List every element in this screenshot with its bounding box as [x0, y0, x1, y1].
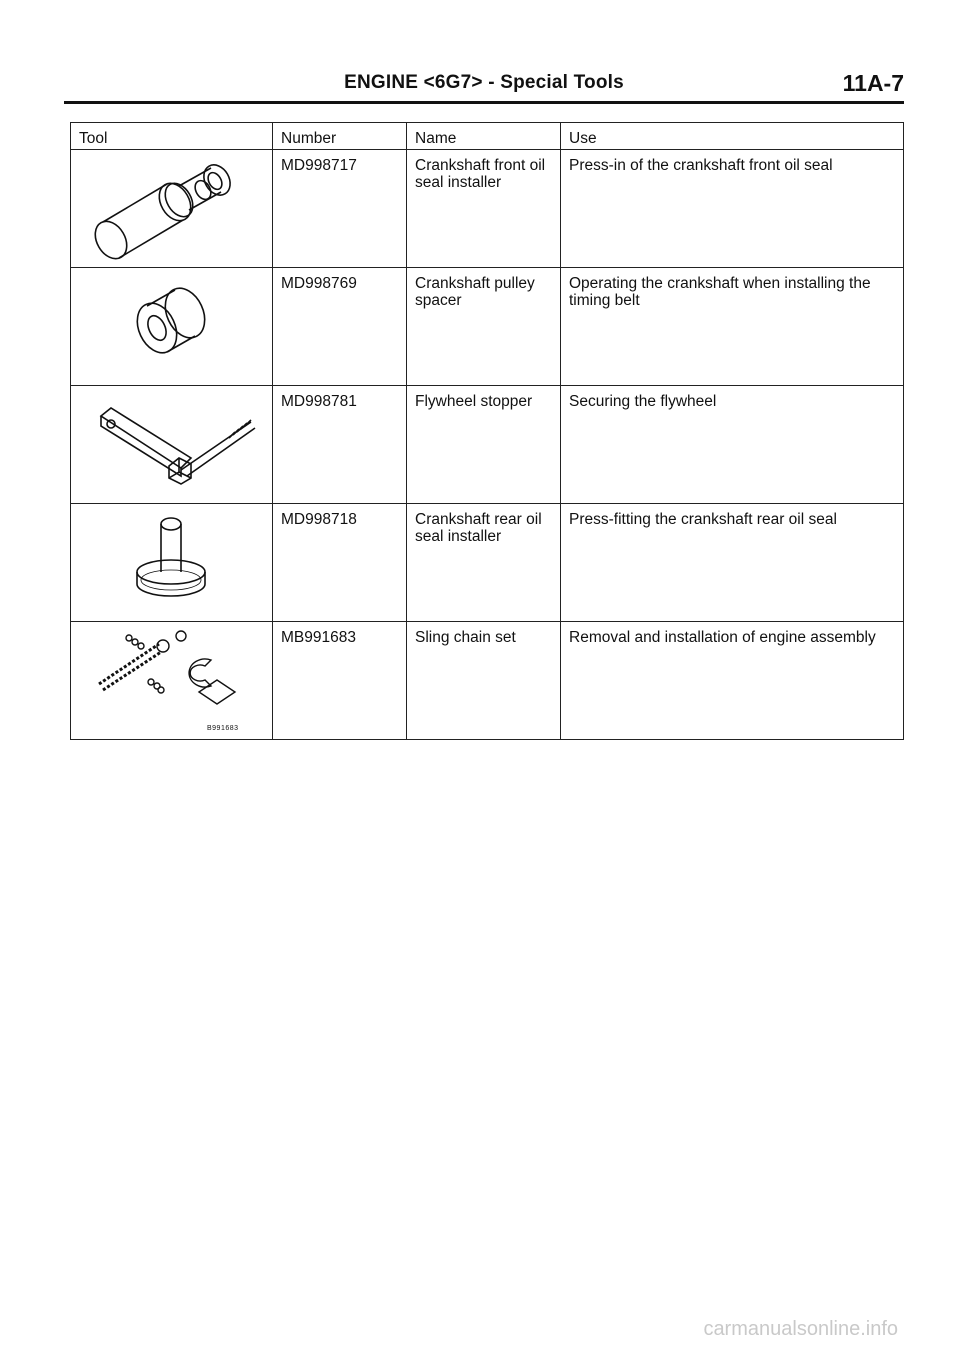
- tool-illustration-cell: [71, 150, 273, 268]
- tool-illustration-cell: [71, 268, 273, 386]
- crankshaft-front-oil-seal-installer-icon: [71, 150, 273, 268]
- tool-name: Crankshaft pulley spacer: [407, 268, 561, 386]
- special-tools-table: [70, 122, 904, 740]
- tool-name: Sling chain set: [407, 622, 561, 740]
- table-row: [71, 386, 904, 504]
- page-number: 11A-7: [842, 70, 904, 96]
- tool-use: Press-fitting the crankshaft rear oil seal: [561, 504, 904, 622]
- column-header-name: Name: [407, 123, 561, 150]
- column-header-tool: Tool: [71, 123, 273, 150]
- tool-number: MD998717: [273, 150, 407, 268]
- tool-name: Flywheel stopper: [407, 386, 561, 504]
- tool-illustration-cell: [71, 504, 273, 622]
- tool-illustration-cell: [71, 386, 273, 504]
- tool-use: Securing the flywheel: [561, 386, 904, 504]
- tool-number: MD998769: [273, 268, 407, 386]
- tool-use: Removal and installation of engine assembly: [561, 622, 904, 740]
- sling-chain-set-icon: [71, 622, 273, 740]
- tool-name: Crankshaft rear oil seal installer: [407, 504, 561, 622]
- tool-use: Press-in of the crankshaft front oil seal: [561, 150, 904, 268]
- tool-use: Operating the crankshaft when installing the timing belt: [561, 268, 904, 386]
- header-rule: [64, 101, 904, 104]
- tool-name: Crankshaft front oil seal installer: [407, 150, 561, 268]
- tool-illustration-cell: [71, 622, 273, 740]
- table-row: [71, 622, 904, 740]
- tool-number: MD998781: [273, 386, 407, 504]
- column-header-use: Use: [561, 123, 904, 150]
- table-header-row: [71, 123, 904, 150]
- tool-number: MB991683: [273, 622, 407, 740]
- page-header: [64, 68, 904, 102]
- flywheel-stopper-icon: [71, 386, 273, 504]
- table-row: [71, 150, 904, 268]
- crankshaft-pulley-spacer-icon: [71, 268, 273, 386]
- figure-label: B991683: [207, 725, 239, 732]
- crankshaft-rear-oil-seal-installer-icon: [71, 504, 273, 622]
- table-row: [71, 268, 904, 386]
- column-header-number: Number: [273, 123, 407, 150]
- page-title: ENGINE <6G7> - Special Tools: [344, 72, 624, 93]
- tool-number: MD998718: [273, 504, 407, 622]
- watermark: carmanualsonline.info: [703, 1318, 898, 1340]
- table-row: [71, 504, 904, 622]
